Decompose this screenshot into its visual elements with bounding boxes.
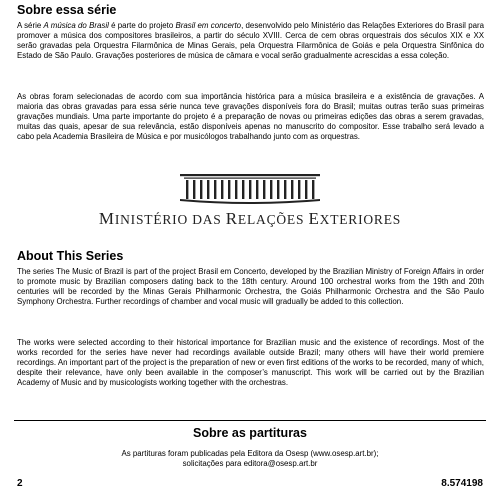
paragraph-en-2: The works were selected according to their historical importance for Brazilian music and the existence of recordings. Most of the works recorded for the series have never had recordings available outside Brazil; many others will have their world premiere recordings. An important part of the project is the preparation of new or even first editions of the works to be recorded, many of which, despite their relevance, have only been available in the composer’s manuscript. This work will be carried out by the Brazilian Academy of Music and by musicologists working together with the orchestras. xyxy=(17,338,484,388)
divider xyxy=(14,420,486,421)
scores-line-1: As partituras foram publicadas pela Editora da Osesp (www.osesp.art.br); xyxy=(121,449,379,458)
section-heading-sobre-as-partituras: Sobre as partituras xyxy=(193,426,307,440)
scores-line-2: solicitações para editora@osesp.art.br xyxy=(182,459,318,468)
project-title-italic: Brasil em concerto xyxy=(175,21,242,30)
ministry-logo xyxy=(0,174,500,238)
series-title-italic: A música do Brasil xyxy=(43,21,109,30)
paragraph-pt-1 xyxy=(17,21,484,61)
catalog-number: 8.574198 xyxy=(441,478,483,489)
ministry-name-initial: M xyxy=(98,209,115,228)
paragraph-pt-2: As obras foram selecionadas de acordo com sua importância histórica para a música brasileira e a existência de gravações. A maioria das obras gravadas para essa série nunca teve gravações disponíveis fora do Brasil; muitas outras terão suas primeiras gravações mundiais. Uma parte importante do projeto é a preparação de novas ou primeiras edições das obras a serem gravadas, muitas das quais, apesar de sua relevância, estão disponíveis apenas no manuscrito do compositor. Esse trabalho será levado a cabo pela Academia Brasileira de Música e por musicólogos trabalhando junto com as orquestras. xyxy=(17,92,484,142)
text-run: , desenvolvido pelo Ministério das Relações Exteriores do Brasil para promover a música dos compositores brasileiros, a partir do século XVIII. Cerca de cem obras orquestrais dos séculos XIX e XX serão gravadas pela Orquestra Filarmônica de Minas Gerais, pela Orquestra Filarmônica de Goiás e pela Orquestra Sinfônica do Estado de São Paulo. Gravações posteriores de música de câmara e vocal serão gradualmente acrescidas a essa coleção. xyxy=(17,21,484,61)
text-run: A série xyxy=(17,21,44,30)
text-run: é parte do projeto xyxy=(108,21,176,30)
paragraph-en-1: The series The Music of Brazil is part of the project Brasil em Concerto, developed by the Brazilian Ministry of Foreign Affairs in order to promote music by Brazilian composers dating back to the 18th century. Around 100 orchestral works from the 19th and 20th centuries will be recorded by the Minas Gerais Philharmonic Orchestra, the Goiás Philharmonic Orchestra and the São Paulo Symphony Orchestra. Further recordings of chamber and vocal music will gradually be added to this collection. xyxy=(17,267,484,307)
ministry-name-part: XTERIORES xyxy=(319,212,402,227)
section-heading-about-this-series: About This Series xyxy=(17,249,124,263)
ministry-name-initial: E xyxy=(308,209,320,228)
ministry-name xyxy=(0,209,500,229)
palace-columns-icon xyxy=(180,174,320,204)
ministry-name-part: INISTÉRIO DAS xyxy=(114,212,226,227)
ministry-name-initial: R xyxy=(225,209,238,228)
section-heading-sobre-essa-serie: Sobre essa série xyxy=(17,3,117,17)
ministry-name-part: ELAÇÕES xyxy=(237,212,309,227)
page-number: 2 xyxy=(17,478,23,489)
